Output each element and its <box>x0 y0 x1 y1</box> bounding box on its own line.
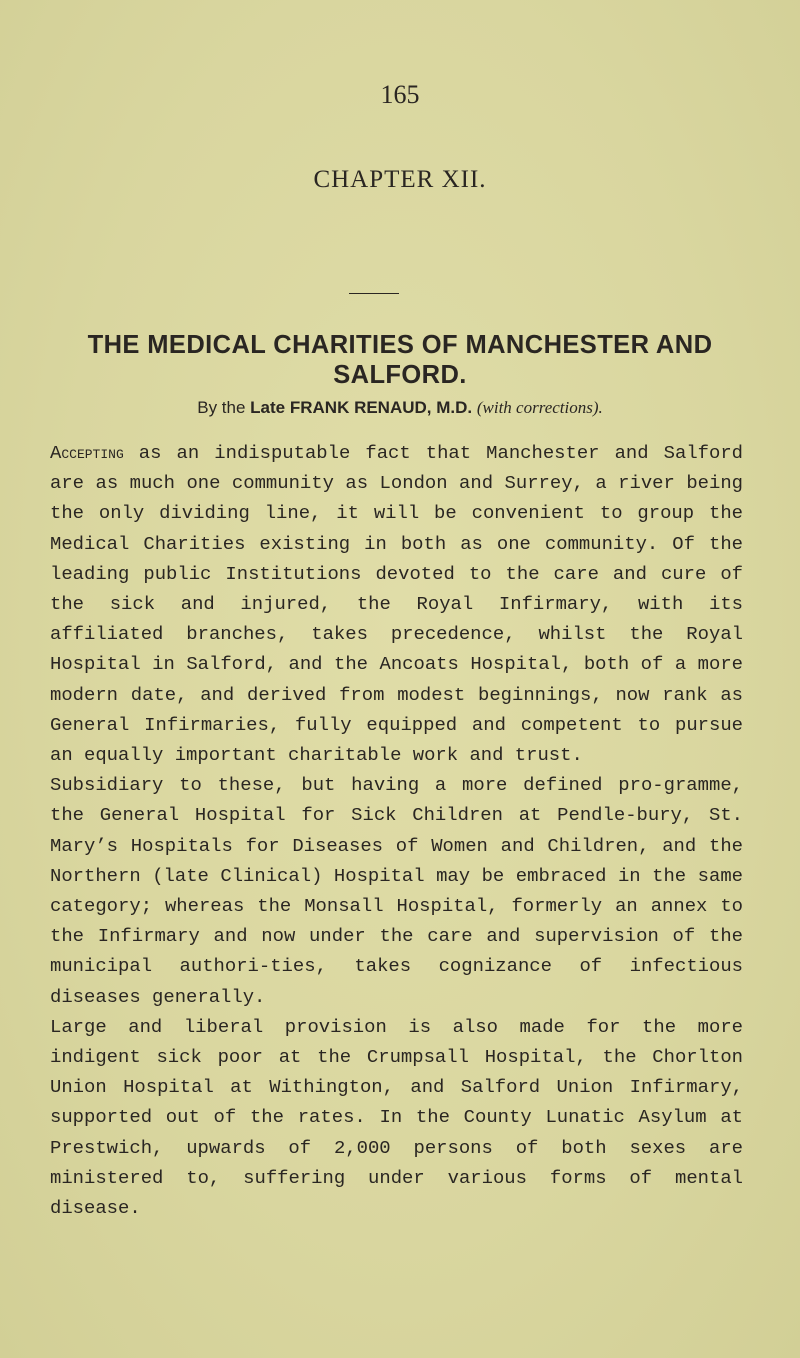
article-title: THE MEDICAL CHARITIES OF MANCHESTER AND SALFORD. <box>87 331 713 389</box>
paragraph-lead: Accepting <box>50 442 124 464</box>
page-number: 165 <box>380 80 420 109</box>
byline <box>0 398 800 418</box>
paragraph <box>50 1012 743 1223</box>
paragraph <box>50 438 743 770</box>
body-text <box>50 438 743 1223</box>
paragraph-text: as an indisputable fact that Manchester and Salford are as much one community as London and Surrey, a river being the only dividing line, it will be convenient to group the Medical Charities existing in both as one community. Of the leading public Institutions devoted to the care and cure of the sick and injured, the Royal Infirmary, with its affiliated branches, takes precedence, whilst the Royal Hospital in Salford, and the Ancoats Hospital, both of a more modern date, and derived from modest beginnings, now rank as General Infirmaries, fully equipped and competent to pursue an equally important charitable work and trust. <box>50 442 743 767</box>
divider-rule <box>349 293 399 294</box>
byline-by: By the <box>197 398 246 417</box>
byline-note: (with corrections). <box>476 398 603 417</box>
paragraph-text: Subsidiary to these, but having a more defined pro-gramme, the General Hospital for Sick Children at Pendle-bury, St. Mary’s Hospitals for Diseases of Women and Children, and the Northern (late Clinical) Hospital may be embraced in the same category; whereas the Monsall Hospital, formerly an annex to the Infirmary and now under the care and supervision of the municipal authori-ties, takes cognizance of infectious diseases generally. <box>50 774 743 1008</box>
paragraph <box>50 770 743 1012</box>
chapter-heading: CHAPTER XII. <box>313 166 487 193</box>
paragraph-text: Large and liberal provision is also made for the more indigent sick poor at the Crumpsall Hospital, the Chorlton Union Hospital at Withington, and Salford Union Infirmary, supported out of the rates. In the County Lunatic Asylum at Prestwich, upwards of 2,000 persons of both sexes are ministered to, suffering under various forms of mental disease. <box>50 1015 743 1220</box>
byline-author: Late FRANK RENAUD, M.D. <box>250 398 473 417</box>
